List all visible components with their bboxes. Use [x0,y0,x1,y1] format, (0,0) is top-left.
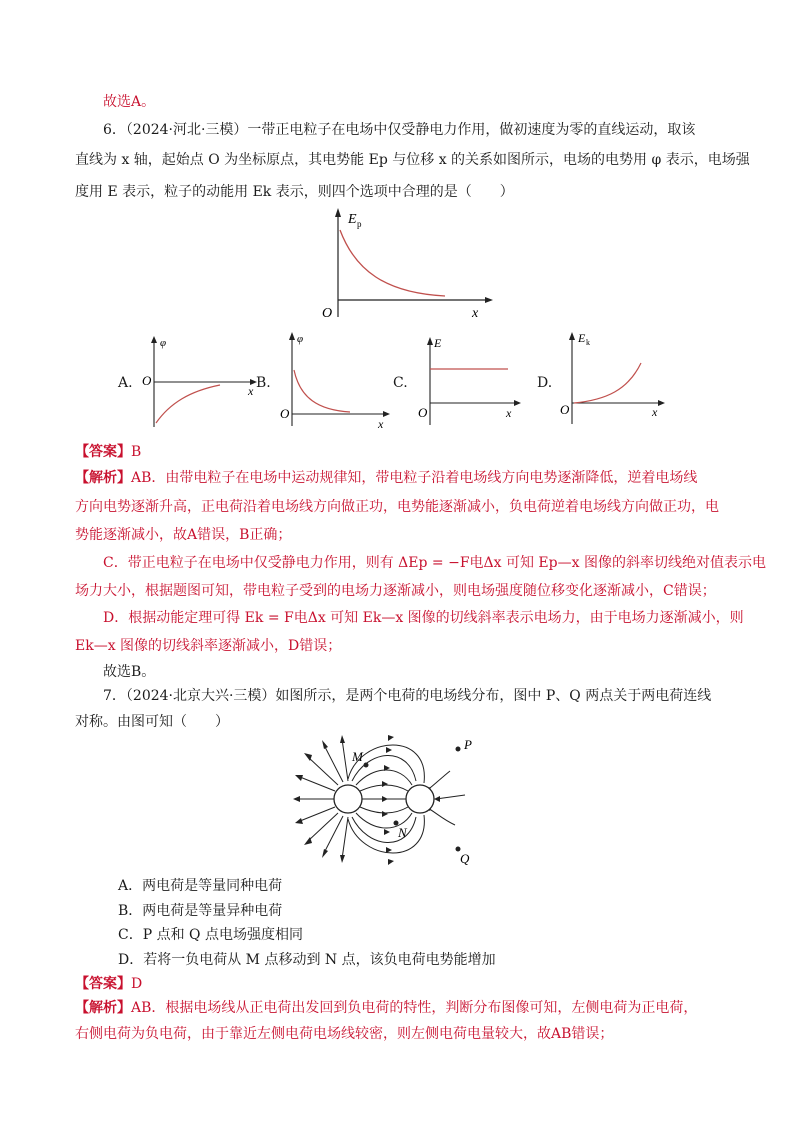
q7-analysis-line2: 右侧电荷为负电荷，由于靠近左侧电荷电场线较密，则左侧电荷电量较大，故AB错误； [75,1026,614,1042]
point-p [456,747,461,752]
q7-choice-b: B．两电荷是等量异种电荷 [118,903,283,919]
q7-stem-line1: 7．（2024·北京大兴·三模）如图所示，是两个电荷的电场线分布，图中 P、Q 两点关于两电荷连线 [103,688,712,704]
right-charge [406,785,434,813]
option-a-letter: A. [118,375,133,391]
point-m [364,763,369,768]
q6-stem-line1: 6．（2024·河北·三模）一带正电粒子在电场中仅受静电力作用，做初速度为零的直线运动，取该 [103,122,696,138]
q6-analysis-line1 [75,468,697,488]
q7-analysis-tag: 【解析】 [75,1000,131,1016]
q6-analysis-text1: AB．由带电粒子在电场中运动规律知，带电粒子沿着电场线方向电势逐渐降低，逆着电场线 [131,470,698,486]
q7-answer: D [131,976,143,992]
option-a-curve [156,385,220,423]
option-d-graph [558,328,673,428]
q6-analysis-line3: 势能逐渐减小，故A错误，B正确； [75,527,292,543]
q6-analysis-line2: 方向电势逐渐升高，正电荷沿着电场线方向做正功，电势能逐渐减小，负电荷逆着电场线方向做正功，电 [75,499,719,515]
q7-field-line-figure [290,735,510,870]
option-c-letter: C. [393,375,408,391]
origin-label: O [322,306,333,321]
ep-axis-sub: p [357,219,362,229]
q7-answer-line [75,974,142,994]
q6-conclusion: 故选B。 [103,664,156,680]
label-q: Q [460,851,470,866]
q7-choice-d: D．若将一负电荷从 M 点移动到 N 点，该负电荷电势能增加 [118,952,496,968]
option-b-curve [294,370,350,412]
option-a-graph [140,335,260,430]
q7-stem-line2: 对称。由图可知（ ） [75,714,229,730]
option-c-origin: O [418,405,428,420]
ep-curve [340,230,445,296]
option-d-curve [574,363,641,403]
label-n: N [398,825,407,840]
q6-analysis-line5: 场力大小，根据题图可知，带电粒子受到的电场力逐渐减小，则电场强度随位移变化逐渐减小，C错误； [75,583,716,599]
option-d-y-label: E [578,331,586,345]
label-m: M [352,749,363,764]
option-d-x-label: x [652,405,658,419]
q6-analysis-line7: Ek—x 图像的切线斜率逐渐减小，D错误； [75,638,342,654]
option-c-x-label: x [506,406,512,420]
ep-axis-label: E [348,212,357,227]
q6-answer-tag: 【答案】 [75,444,131,460]
option-d-y-sub: k [586,338,590,347]
q7-answer-tag: 【答案】 [75,976,131,992]
q7-analysis-text1: AB．根据电场线从正电荷出发回到负电荷的特性，判断分布图像可知，左侧电荷为正电荷， [131,1000,698,1016]
option-a-x-label: x [248,384,254,398]
q7-choice-a: A．两电荷是等量同种电荷 [118,878,283,894]
option-b-x-label: x [378,417,384,430]
q6-analysis-line4: C．带正电粒子在电场中仅受静电力作用，则有 ΔEp = −F电Δx 可知 Ep—x 图像的斜率切线绝对值表示电 [103,555,766,571]
q6-analysis-line6: D．根据动能定理可得 Ek = F电Δx 可知 Ek—x 图像的切线斜率表示电场力，由于电场力逐渐减小，则 [103,610,744,626]
q6-stem-line3: 度用 E 表示，粒子的动能用 Ek 表示，则四个选项中合理的是（ ） [75,184,514,200]
q6-answer: B [131,444,142,460]
q6-main-graph [300,205,500,325]
option-c-graph [414,333,529,428]
option-b-letter: B. [256,375,271,391]
q5-conclusion: 故选A。 [103,94,156,110]
option-d-origin: O [560,402,570,417]
option-d-letter: D. [537,375,553,391]
option-a-y-label: φ [160,337,167,349]
q6-stem-line2: 直线为 x 轴，起始点 O 为坐标原点，其电势能 Ep 与位移 x 的关系如图所示，电场的电势用 φ 表示，电场强 [75,152,750,168]
q7-choice-c: C．P 点和 Q 点电场强度相同 [118,927,303,943]
x-axis-label: x [472,306,479,321]
q6-answer-line [75,442,141,462]
q6-analysis-tag: 【解析】 [75,470,131,486]
option-c-y-label: E [434,336,442,350]
option-b-graph [278,330,393,430]
option-b-y-label: φ [297,333,304,345]
left-charge [334,785,362,813]
option-a-origin: O [142,373,152,388]
label-p: P [464,737,472,752]
option-b-origin: O [280,406,290,421]
q7-analysis-line1 [75,998,697,1018]
